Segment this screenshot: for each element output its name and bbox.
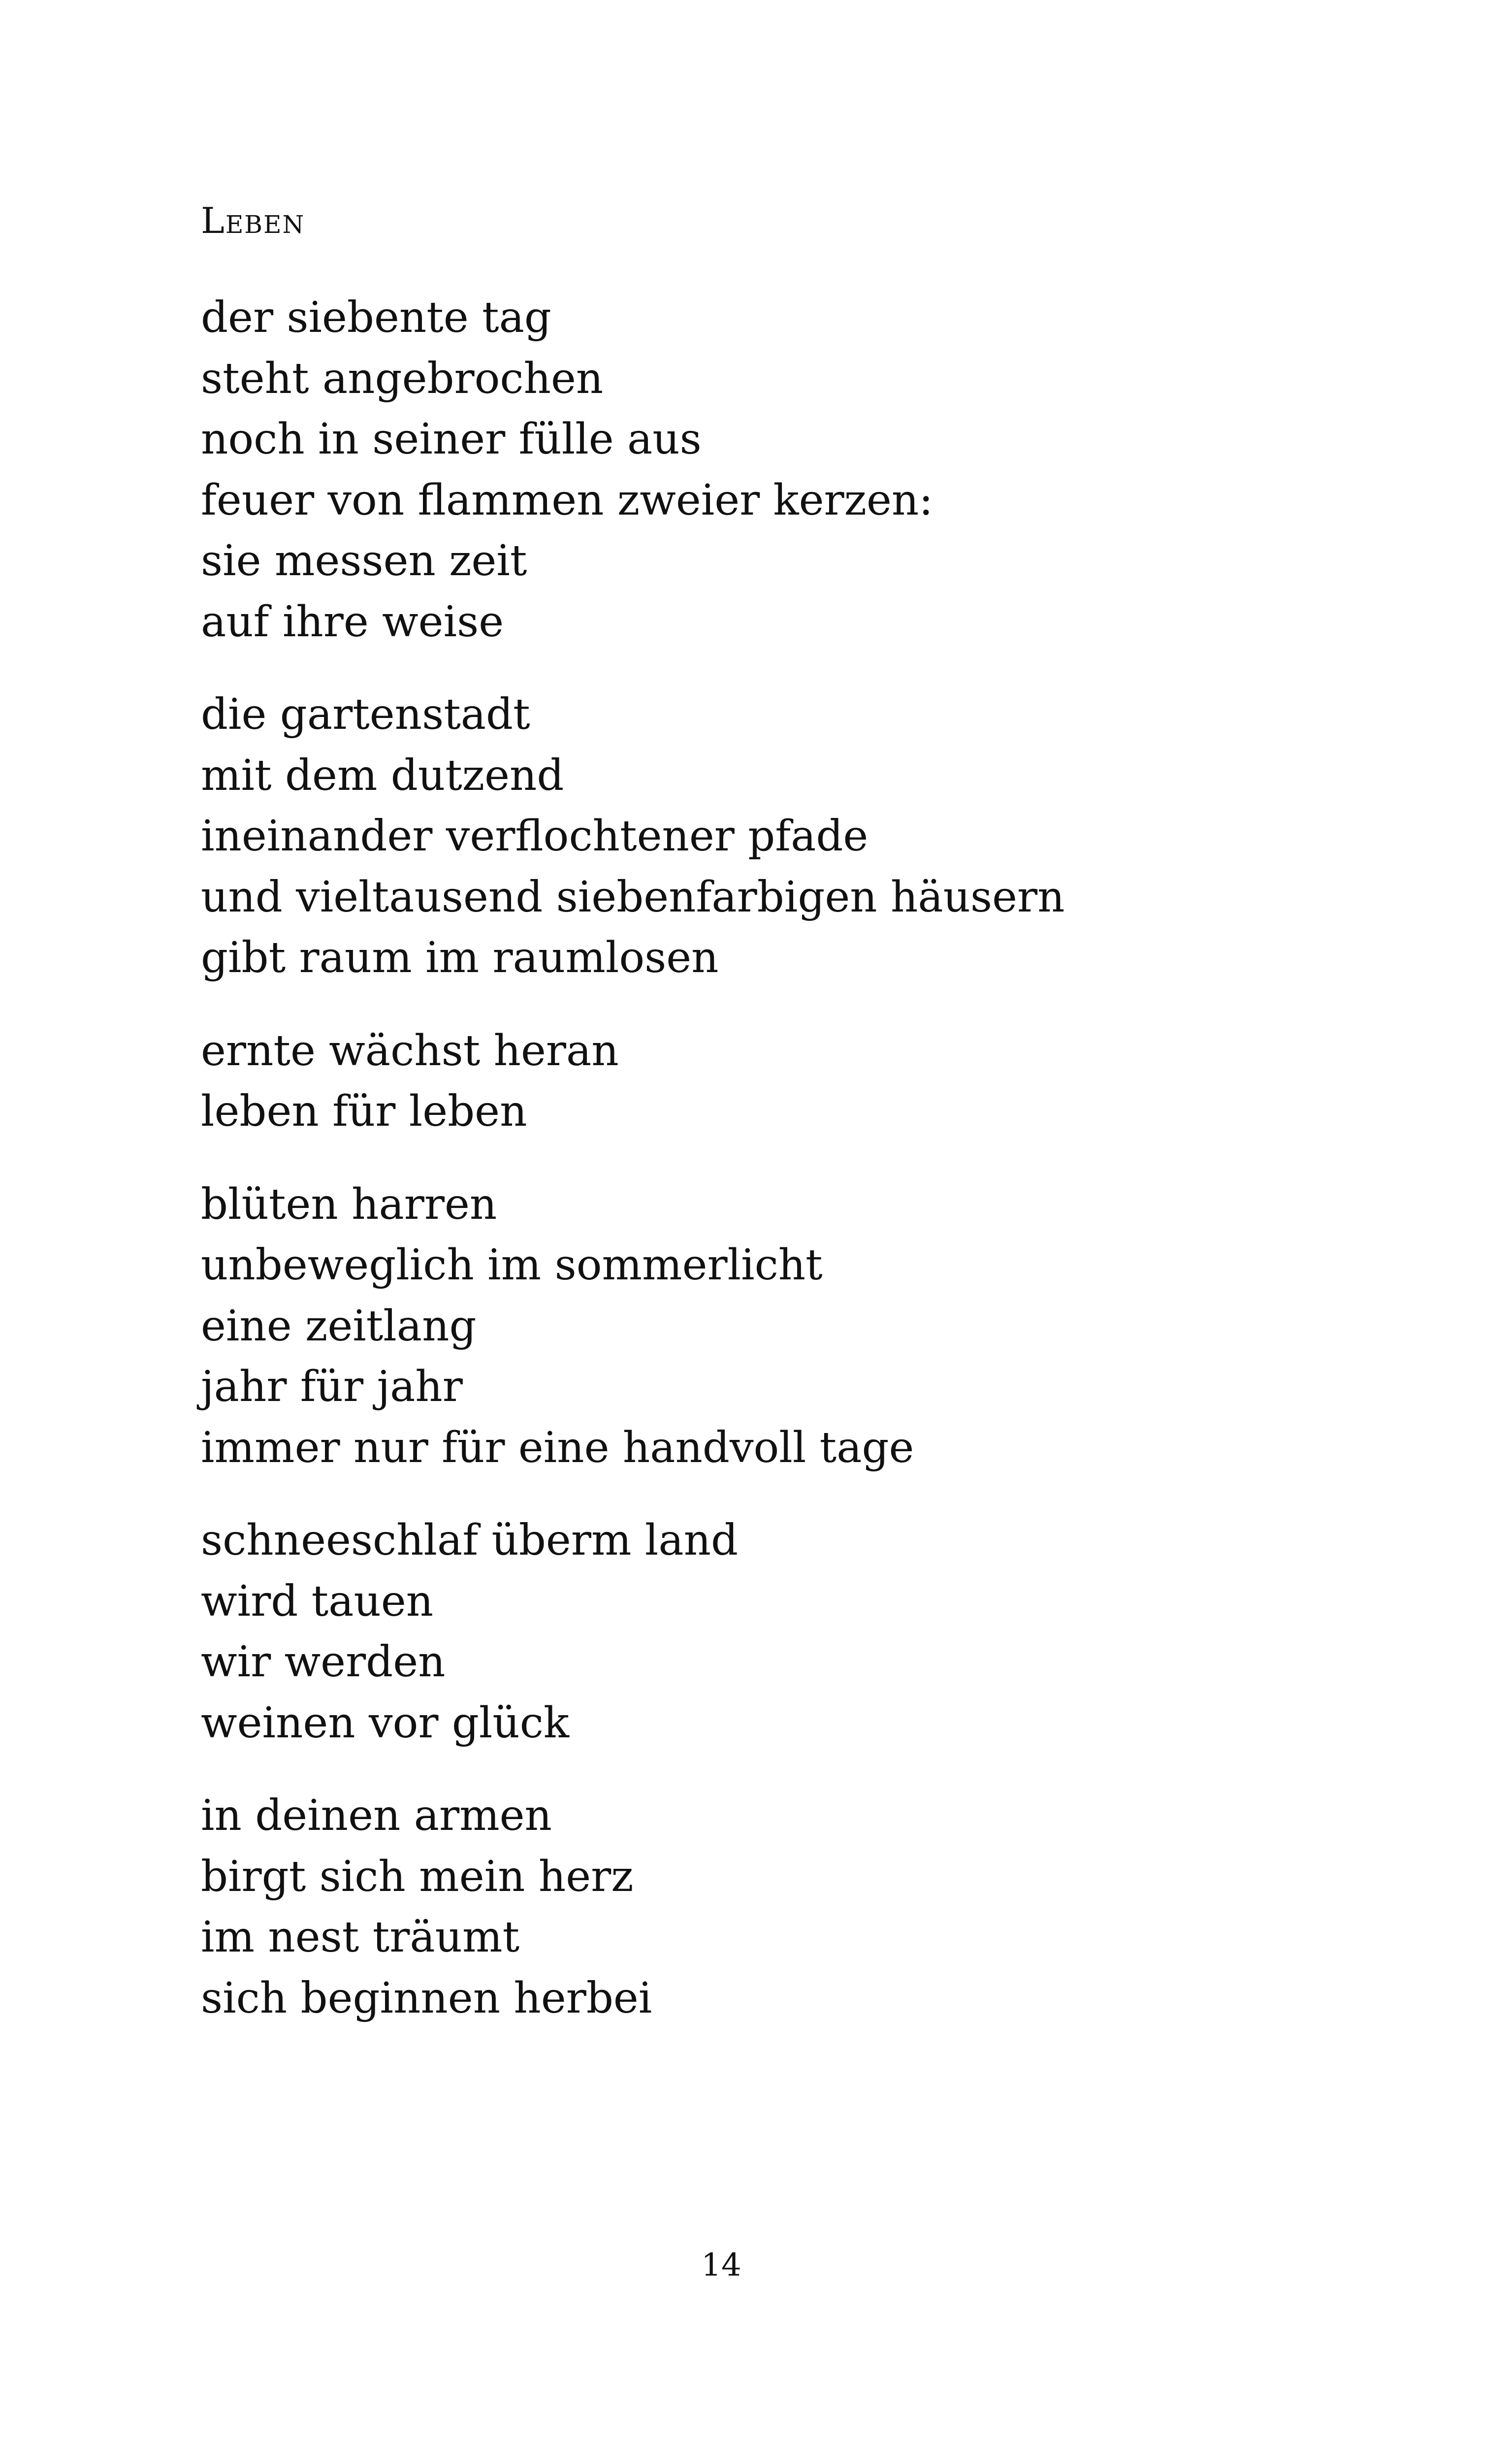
stanza [201, 1510, 1333, 1754]
stanza [201, 1174, 1333, 1479]
poem-line: immer nur für eine handvoll tage [201, 1423, 914, 1472]
stanza [201, 288, 1333, 652]
poem-title: Leben [201, 200, 305, 241]
poem-line: sie messen zeit [201, 536, 527, 586]
poem-line: noch in seiner fülle aus [201, 415, 702, 464]
poem-line: feuer von flammen zweier kerzen: [201, 475, 933, 525]
poem-line: im nest träumt [201, 1913, 520, 1962]
poem-line: jahr für jahr [201, 1362, 463, 1411]
poem-line: wird tauen [201, 1576, 434, 1626]
poem-line: und vieltausend siebenfarbigen häusern [201, 872, 1065, 922]
poem-line: steht angebrochen [201, 354, 604, 403]
poem-line: sich beginnen herbei [201, 1973, 652, 2023]
poem-line: die gartenstadt [201, 690, 530, 739]
poem-line: leben für leben [201, 1087, 527, 1136]
poem-body [201, 288, 1333, 2061]
poem-line: eine zeitlang [201, 1301, 477, 1351]
poem-line: schneeschlaf überm land [201, 1516, 739, 1565]
poem-line: ineinander verflochtener pfade [201, 812, 869, 861]
stanza [201, 1786, 1333, 2029]
poem-line: gibt raum im raumlosen [201, 933, 719, 982]
poem-line: unbeweglich im sommerlicht [201, 1240, 823, 1290]
page-number: 14 [701, 2247, 741, 2283]
poem-line: mit dem dutzend [201, 750, 564, 800]
poem-line: ernte wächst heran [201, 1026, 619, 1075]
poem-line: auf ihre weise [201, 597, 504, 647]
poem-line: weinen vor glück [201, 1698, 570, 1748]
poem-line: birgt sich mein herz [201, 1852, 634, 1901]
poem-line: blüten harren [201, 1179, 497, 1229]
poem-line: wir werden [201, 1637, 446, 1687]
stanza [201, 684, 1333, 989]
poem-line: in deinen armen [201, 1791, 552, 1840]
stanza [201, 1021, 1333, 1142]
poem-line: der siebente tag [201, 293, 551, 342]
